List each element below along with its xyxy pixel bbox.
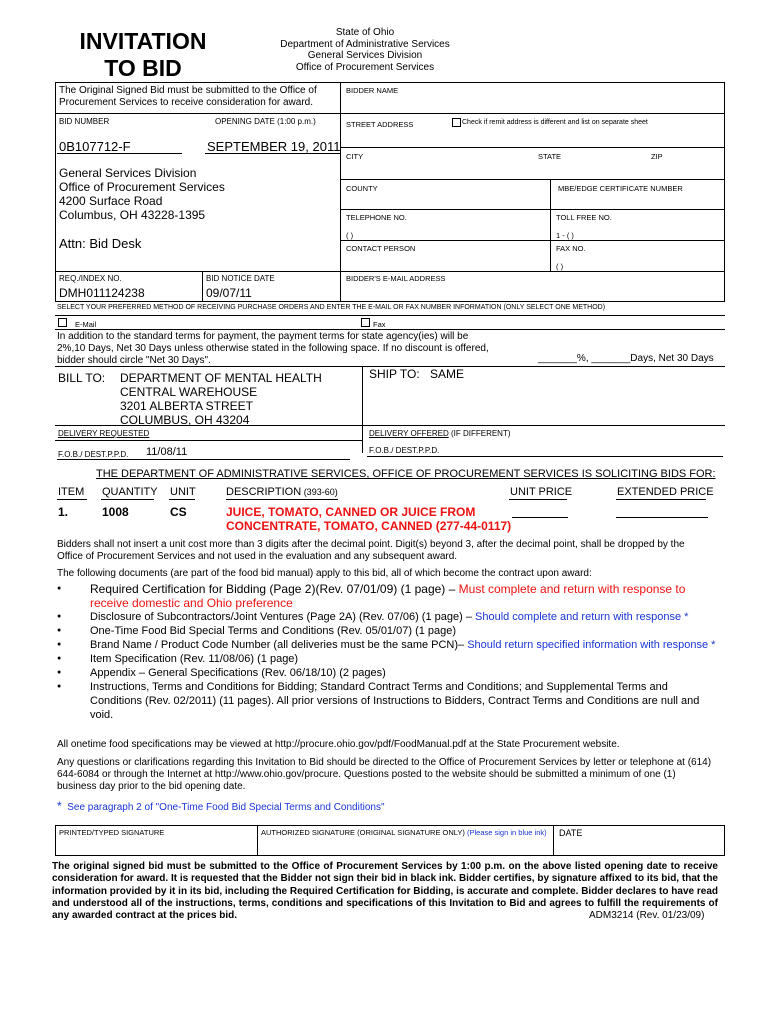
extended-price-field[interactable] <box>616 517 708 518</box>
street-address-field[interactable] <box>342 130 722 146</box>
item-unit: CS <box>170 505 187 519</box>
authorized-signature-note: (Please sign in blue ink) <box>464 828 547 837</box>
agency-state: State of Ohio <box>335 27 395 38</box>
payment-terms-line1: In addition to the standard terms for payment, the payment terms for state agency(ies) will be <box>57 331 469 342</box>
street-address-label: STREET ADDRESS <box>346 120 414 129</box>
authorized-signature-label: AUTHORIZED SIGNATURE (ORIGINAL SIGNATURE ONLY) <box>261 828 465 837</box>
item-quantity: 1008 <box>102 505 129 519</box>
remit-address-checkbox[interactable] <box>452 118 461 127</box>
po-method-prompt: SELECT YOUR PREFERRED METHOD OF RECEIVING PURCHASE ORDERS AND ENTER THE E-MAIL OR FAX NUMBER INFORMATION (ONLY SELECT ONE METHOD) <box>57 304 606 311</box>
bill-to-line4: COLUMBUS, OH 43204 <box>120 413 250 427</box>
doc6-text: Appendix – General Specifications (Rev. 06/18/10) (2 pages) <box>90 667 386 679</box>
unit-price-field[interactable] <box>512 517 568 518</box>
doc4-text: Brand Name / Product Code Number (all deliveries must be the same PCN)– <box>90 639 468 651</box>
bid-number-label: BID NUMBER <box>59 117 110 126</box>
doc7-text: Instructions, Terms and Conditions for Bidding; Standard Contract Terms and Conditions; and Supplemental Terms and Conditions (Rev. 02/2011) (11 pages). All prior versions of Instructions to Bidders, Contract Terms and Conditions are null and void. <box>90 681 700 721</box>
agency-division: General Services Division <box>307 50 423 61</box>
documents-intro: The following documents (are part of the food bid manual) apply to this bid, all of which become the contract upon award: <box>57 568 592 579</box>
bill-to-label: BILL TO: <box>58 371 106 385</box>
mbe-edge-label: MBE/EDGE CERTIFICATE NUMBER <box>558 184 683 193</box>
doc5-text: Item Specification (Rev. 11/08/06) (1 page) <box>90 653 299 665</box>
state-label: STATE <box>538 152 562 161</box>
address-line2: Office of Procurement Services <box>59 180 225 194</box>
fax-field[interactable]: ( ) <box>556 262 564 271</box>
doc4-note: Should return specified information with response * <box>467 639 716 651</box>
authorized-signature <box>261 828 547 837</box>
fax-label: FAX NO. <box>556 244 586 253</box>
agency-office: Office of Procurement Services <box>295 61 435 73</box>
bidder-email-label: BIDDER'S E-MAIL ADDRESS <box>346 274 446 283</box>
submission-statement: The original signed bid must be submitted to the Office of Procurement Services by 1:00 p.m. on the above listed opening date to receive consideration for award. It is requested that the Bidder not sign their bid in black ink. Bidder certifies, by signature affixed to its bid, that the information provided by it in its bid, including the Required Certification for Bidding, is accurate and complete. Bidder declares to have read and understood all of the instructions, terms, conditions and specifications of this Invitation to Bid and agrees to fulfill the requirements of any awarded contract at the prices bid. <box>52 861 718 922</box>
fob-dest-requested: F.O.B./ DEST.P.P.D. <box>58 450 129 459</box>
address-line4: Columbus, OH 43228-1395 <box>59 208 206 222</box>
footnote <box>57 799 385 813</box>
date-field[interactable] <box>556 840 722 854</box>
doc3-text: One-Time Food Bid Special Terms and Conditions (Rev. 05/01/07) (1 page) <box>90 625 457 637</box>
col-description-code: (393-60) <box>301 487 338 497</box>
doc1-note: Must complete and return with response to receive domestic and Ohio preference <box>90 582 686 610</box>
toll-free-label: TOLL FREE NO. <box>556 213 612 222</box>
ship-to-value: SAME <box>430 367 465 381</box>
delivery-offered-label: DELIVERY OFFERED <box>369 429 449 438</box>
delivery-offered-suffix: (IF DIFFERENT) <box>448 429 511 438</box>
delivery-requested-label: DELIVERY REQUESTED <box>58 429 150 438</box>
bidder-email-field[interactable] <box>342 284 722 300</box>
doc1-text: Required Certification for Bidding (Page 2)(Rev. 07/01/09) (1 page) – <box>90 582 459 596</box>
bidder-name-label: BIDDER NAME <box>346 86 399 95</box>
remit-address-check-label: Check if remit address is different and list on separate sheet <box>462 119 648 126</box>
address-line3: 4200 Surface Road <box>59 194 163 208</box>
col-unit-price: UNIT PRICE <box>510 486 573 498</box>
form-title-line1: INVITATION <box>79 28 207 54</box>
mailing-address <box>59 166 225 222</box>
fax-method-label: Fax <box>373 320 386 329</box>
bid-notice-value: 09/07/11 <box>206 286 252 300</box>
fob-dest-offered: F.O.B./ DEST.P.P.D. <box>369 446 440 455</box>
bidder-name-field[interactable] <box>342 95 722 112</box>
telephone-field[interactable]: ( ) <box>346 231 354 240</box>
date-label: DATE <box>559 828 583 838</box>
opening-date: SEPTEMBER 19, 2011 <box>207 139 341 154</box>
county-label: COUNTY <box>346 184 378 193</box>
solicitation-heading: THE DEPARTMENT OF ADMINISTRATIVE SERVICES, OFFICE OF PROCUREMENT SERVICES IS SOLICITING BIDS FOR: <box>96 468 716 480</box>
opening-date-label: OPENING DATE (1:00 p.m.) <box>215 117 316 126</box>
city-label: CITY <box>346 152 364 161</box>
doc-disclosure-subcontractors <box>57 610 717 624</box>
col-description-label: DESCRIPTION <box>226 486 302 498</box>
city-state-zip-field[interactable] <box>342 162 722 178</box>
printed-signature-field[interactable] <box>58 838 254 854</box>
col-extended-price: EXTENDED PRICE <box>617 486 714 498</box>
onetime-specs-note: All onetime food specifications may be viewed at http://procure.ohio.gov/pdf/FoodManual.pdf at the State Procurement website. <box>57 739 620 750</box>
zip-label: ZIP <box>651 152 663 161</box>
item-description-line2: CONCENTRATE, TOMATO, CANNED (277-44-0117) <box>226 519 512 533</box>
req-index-label: REQ./INDEX NO. <box>59 274 122 283</box>
email-method-label: E-Mail <box>75 320 97 329</box>
payment-terms-line2: 2%,10 Days, Net 30 Days unless otherwise stated in the following space. If no discount is offered, <box>57 343 489 354</box>
bill-to-address <box>120 371 322 427</box>
address-line1: General Services Division <box>59 166 197 180</box>
telephone-label: TELEPHONE NO. <box>346 213 407 222</box>
doc-required-certification <box>57 582 717 610</box>
discount-terms-field[interactable]: _______%, _______Days, Net 30 Days <box>538 353 714 364</box>
fax-method-checkbox[interactable] <box>361 318 370 327</box>
authorized-signature-field[interactable] <box>260 838 550 854</box>
documents-list <box>57 582 717 722</box>
item-description-line1: JUICE, TOMATO, CANNED OR JUICE FROM <box>226 505 476 519</box>
doc2-note: Should complete and return with response * <box>475 611 689 623</box>
bid-number: 0B107712-F <box>59 139 131 154</box>
doc-appendix <box>57 666 717 680</box>
doc-item-specification <box>57 652 717 666</box>
payment-terms <box>57 331 489 367</box>
footnote-text: See paragraph 2 of "One-Time Food Bid Special Terms and Conditions" <box>67 802 385 813</box>
col-item: ITEM <box>58 486 85 498</box>
col-unit: UNIT <box>170 486 196 498</box>
mbe-edge-field[interactable] <box>552 194 722 208</box>
form-number: ADM3214 (Rev. 01/23/09) <box>585 910 704 921</box>
col-quantity: QUANTITY <box>102 486 158 498</box>
bill-to-line3: 3201 ALBERTA STREET <box>120 399 253 413</box>
doc-instructions <box>57 680 717 722</box>
printed-signature-label: PRINTED/TYPED SIGNATURE <box>59 828 165 837</box>
form-title <box>58 28 228 82</box>
bill-to-line1: DEPARTMENT OF MENTAL HEALTH <box>120 371 322 385</box>
agency-department: Department of Administrative Services <box>280 38 450 50</box>
delivery-requested-date: 11/08/11 <box>146 446 188 458</box>
ship-to-label: SHIP TO: <box>369 367 420 381</box>
contact-person-label: CONTACT PERSON <box>346 244 416 253</box>
email-method-checkbox[interactable] <box>58 318 67 327</box>
form-title-line2: TO BID <box>104 55 182 81</box>
bid-notice-label: BID NOTICE DATE <box>206 274 275 283</box>
original-note: The Original Signed Bid must be submitted to the Office of Procurement Services to receive consideration for award. <box>59 85 317 108</box>
bill-to-line2: CENTRAL WAREHOUSE <box>120 385 258 399</box>
toll-free-field[interactable]: 1 - ( ) <box>556 231 574 240</box>
item-description <box>226 505 511 533</box>
bidders-decimal-note: Bidders shall not insert a unit cost more than 3 digits after the decimal point. Digit(s) beyond 3, after the decimal point, shall be dropped by the Office of Procurement Services and not used in the evaluation and any subsequent award. <box>57 539 685 562</box>
col-description <box>226 486 338 498</box>
req-index-value: DMH011124238 <box>59 286 145 300</box>
payment-terms-line3: bidder should circle "Net 30 Days". <box>57 355 211 366</box>
doc2-text: Disclosure of Subcontractors/Joint Ventures (Page 2A) (Rev. 07/06) (1 page) – <box>90 611 475 623</box>
delivery-offered <box>369 429 511 438</box>
contact-person-field[interactable] <box>342 254 548 270</box>
questions-note: Any questions or clarifications regarding this Invitation to Bid should be directed to the Office of Procurement Services by letter or telephone at (614) 644-6084 or through the Internet at http://www.ohio.gov/procure. Questions posted to the website should be submitted a minimum of one (1) business day prior to the bid opening date. <box>57 757 712 792</box>
item-number: 1. <box>58 505 69 519</box>
doc-brand-name <box>57 638 717 652</box>
attn-line: Attn: Bid Desk <box>59 236 142 251</box>
footnote-star: * <box>57 799 62 813</box>
county-field[interactable] <box>342 194 548 208</box>
doc-special-terms <box>57 624 717 638</box>
agency-block <box>240 27 490 73</box>
